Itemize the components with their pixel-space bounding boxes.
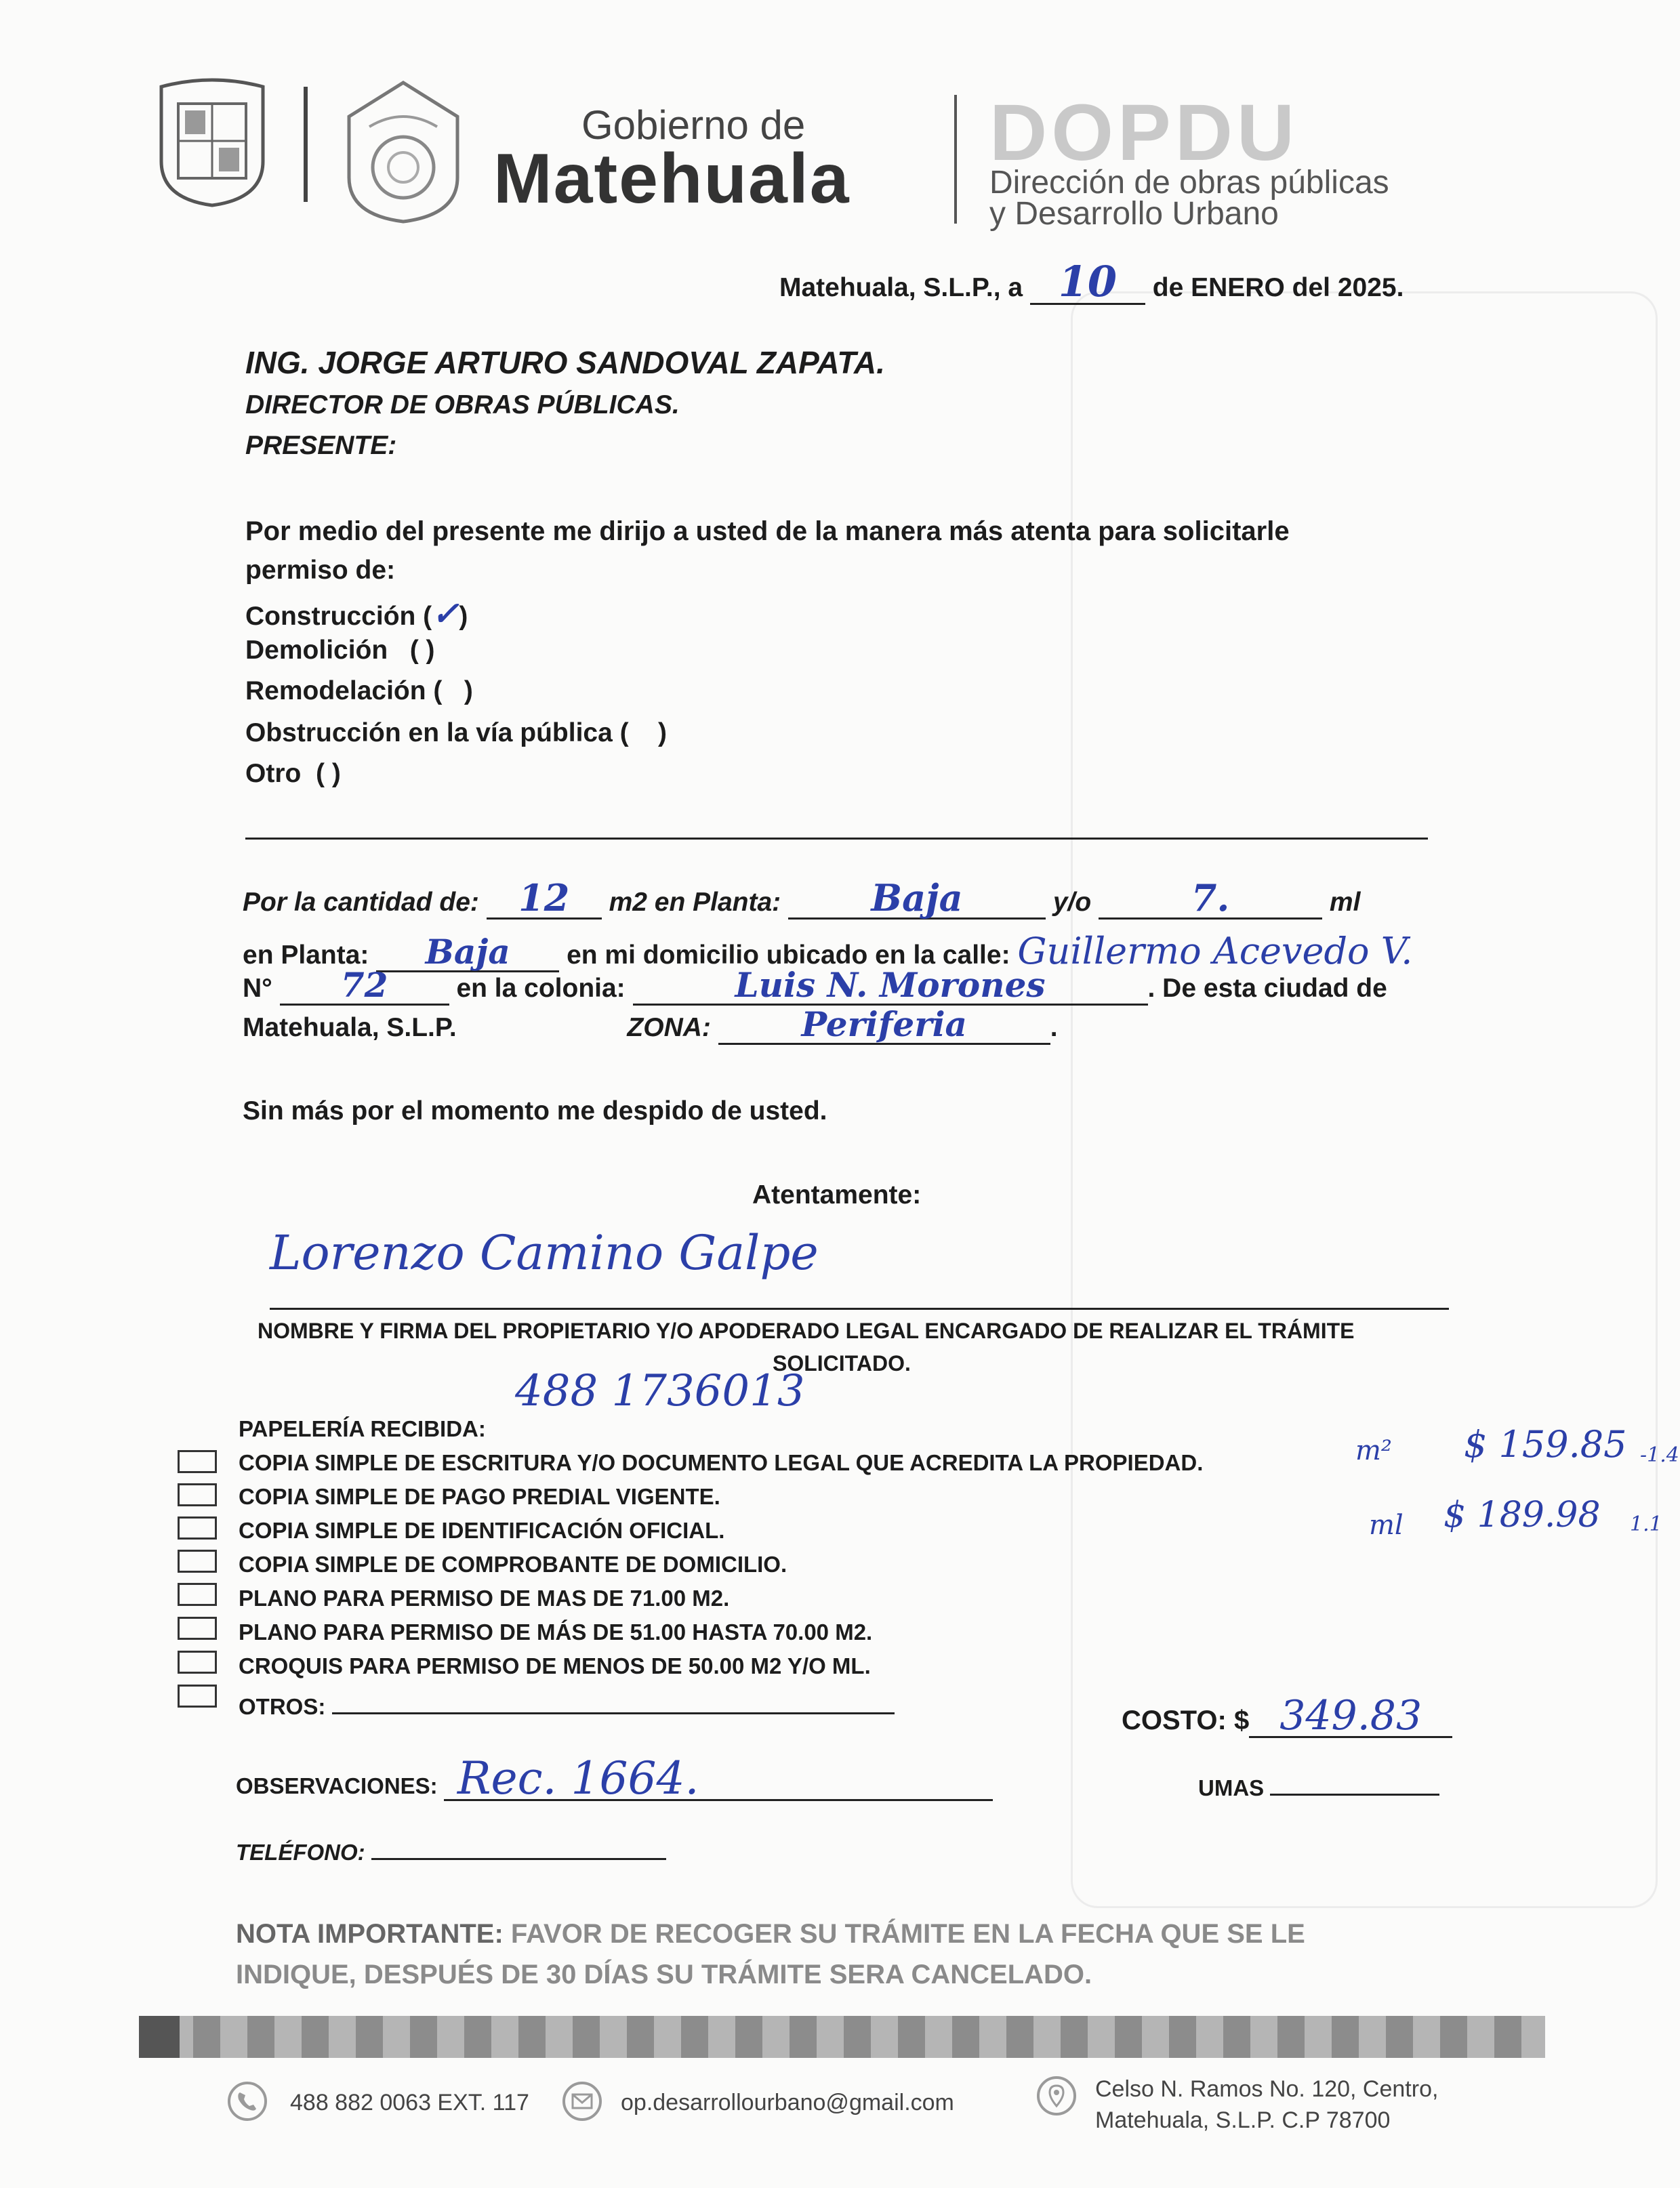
quantity-ml-value: 7. [1191, 876, 1230, 920]
footer-address-1: Celso N. Ramos No. 120, Centro, [1095, 2076, 1439, 2102]
footer-phone: 488 882 0063 EXT. 117 [290, 2090, 529, 2115]
permit-obstruccion: Obstrucción en la vía pública ( ) [245, 718, 667, 747]
note-ml-amount: $ 189.98 [1443, 1495, 1601, 1535]
addressee-title: DIRECTOR DE OBRAS PÚBLICAS. [245, 390, 680, 419]
dopdu-subtitle-2: y Desarrollo Urbano [989, 196, 1279, 232]
note-m2: m² [1355, 1435, 1392, 1466]
umas-field: UMAS [1198, 1775, 1439, 1801]
otros-line [332, 1712, 895, 1714]
date-line [779, 257, 1404, 306]
permit-demolicion: Demolición ( ) [245, 636, 435, 665]
street-number-value: 72 [340, 965, 388, 1005]
quantity-line-3: N° 72 en la colonia: Luis N. Morones . De esta ciudad de [243, 965, 1387, 1005]
footer-band [139, 2016, 1545, 2058]
closing-text: Sin más por el momento me despido de usted. [243, 1096, 827, 1126]
street-value: Guillermo Acevedo V. [1017, 930, 1413, 972]
colonia-value: Luis N. Morones [735, 965, 1046, 1005]
observaciones-value: Rec. 1664. [457, 1752, 699, 1804]
municipal-coat-of-arms [155, 73, 270, 209]
costo-field: COSTO: $ 349.83 [1122, 1702, 1452, 1738]
quantity-line-2: en Planta: Baja en mi domicilio ubicado en la calle: Guillermo Acevedo V. [243, 930, 1413, 972]
quantity-planta-value: Baja [871, 876, 963, 920]
signature-caption-2: SOLICITADO. [773, 1351, 911, 1376]
papeleria-item-otros: OTROS: [239, 1694, 895, 1720]
location-pin-icon [1037, 2076, 1076, 2115]
signature-line [270, 1308, 1449, 1310]
note-m2-amount: $ 159.85 [1464, 1423, 1627, 1466]
phone-handwritten: 488 1736013 [515, 1366, 805, 1416]
checkbox-escritura[interactable] [178, 1450, 217, 1473]
header-gobierno-de: Gobierno de [581, 102, 806, 148]
government-emblem [342, 76, 464, 225]
phone-icon [228, 2082, 267, 2121]
email-icon [562, 2082, 602, 2121]
permit-construccion-check: ✓ [432, 595, 459, 633]
checkbox-plano-51[interactable] [178, 1617, 217, 1640]
telefono-field: TELÉFONO: [236, 1840, 666, 1865]
observaciones-field: OBSERVACIONES: Rec. 1664. [236, 1765, 993, 1801]
checkbox-identificacion[interactable] [178, 1516, 217, 1540]
nota-line-2: INDIQUE, DESPUÉS DE 30 DÍAS SU TRÁMITE SERA CANCELADO. [236, 1960, 1092, 1989]
header-separator-2 [954, 95, 957, 224]
checkbox-plano-71[interactable] [178, 1583, 217, 1606]
papeleria-item-domicilio: COPIA SIMPLE DE COMPROBANTE DE DOMICILIO. [239, 1552, 787, 1577]
footer-email[interactable]: op.desarrollourbano@gmail.com [621, 2090, 954, 2115]
otro-line [245, 838, 1428, 840]
permit-construccion: Construcción (✓) [245, 595, 468, 633]
note-ml: ml [1369, 1510, 1404, 1541]
date-prefix: Matehuala, S.L.P., a [779, 273, 1023, 302]
dopdu-logo: DOPDU [989, 88, 1299, 178]
costo-value: 349.83 [1279, 1692, 1422, 1739]
intro-line-2: permiso de: [245, 556, 396, 585]
papeleria-item-plano-51: PLANO PARA PERMISO DE MÁS DE 51.00 HASTA 70.00 M2. [239, 1619, 873, 1645]
quantity-planta2-value: Baja [425, 932, 510, 972]
checkbox-otros[interactable] [178, 1685, 217, 1708]
date-day-field [1030, 257, 1145, 306]
zona-value: Periferia [801, 1004, 967, 1044]
atentamente: Atentamente: [752, 1180, 922, 1210]
quantity-line-1: Por la cantidad de: 12 m2 en Planta: Baja y/o 7. ml [243, 876, 1361, 920]
papeleria-item-identificacion: COPIA SIMPLE DE IDENTIFICACIÓN OFICIAL. [239, 1518, 725, 1543]
papeleria-item-predial: COPIA SIMPLE DE PAGO PREDIAL VIGENTE. [239, 1484, 720, 1509]
checkbox-predial[interactable] [178, 1483, 217, 1506]
papeleria-item-escritura: COPIA SIMPLE DE ESCRITURA Y/O DOCUMENTO LEGAL QUE ACREDITA LA PROPIEDAD. [239, 1450, 1204, 1475]
permit-otro: Otro ( ) [245, 759, 341, 788]
papeleria-title: PAPELERÍA RECIBIDA: [239, 1416, 486, 1441]
papeleria-item-croquis: CROQUIS PARA PERMISO DE MENOS DE 50.00 M2 Y/O ML. [239, 1653, 871, 1678]
footer-band-accent [139, 2016, 180, 2058]
dopdu-subtitle-1: Dirección de obras públicas [989, 165, 1389, 201]
footer-address-2: Matehuala, S.L.P. C.P 78700 [1095, 2107, 1391, 2133]
addressee-presente: PRESENTE: [245, 431, 397, 460]
signature-handwritten: Lorenzo Camino Galpe [270, 1225, 819, 1281]
permit-remodelacion: Remodelación ( ) [245, 676, 473, 705]
date-suffix: de ENERO del 2025. [1152, 273, 1404, 302]
intro-line-1: Por medio del presente me dirijo a usted de la manera más atenta para solicitarle [245, 516, 1290, 546]
header-matehuala: Matehuala [493, 140, 851, 218]
addressee-name: ING. JORGE ARTURO SANDOVAL ZAPATA. [245, 345, 885, 380]
nota-line-1: NOTA IMPORTANTE: FAVOR DE RECOGER SU TRÁMITE EN LA FECHA QUE SE LE [236, 1919, 1305, 1949]
header-separator [304, 87, 308, 202]
checkbox-domicilio[interactable] [178, 1550, 217, 1573]
quantity-line-4: Matehuala, S.L.P. ZONA: Periferia . [243, 1004, 1058, 1044]
note-m2-extra: -1.4 [1640, 1443, 1679, 1467]
checkbox-croquis[interactable] [178, 1651, 217, 1674]
signature-caption-1: NOMBRE Y FIRMA DEL PROPIETARIO Y/O APODERADO LEGAL ENCARGADO DE REALIZAR EL TRÁMITE [258, 1319, 1355, 1343]
date-day-value: 10 [1058, 257, 1118, 306]
papeleria-item-plano-71: PLANO PARA PERMISO DE MAS DE 71.00 M2. [239, 1586, 730, 1611]
note-ml-extra: 1.1 [1630, 1512, 1662, 1536]
quantity-m2-value: 12 [518, 876, 570, 920]
